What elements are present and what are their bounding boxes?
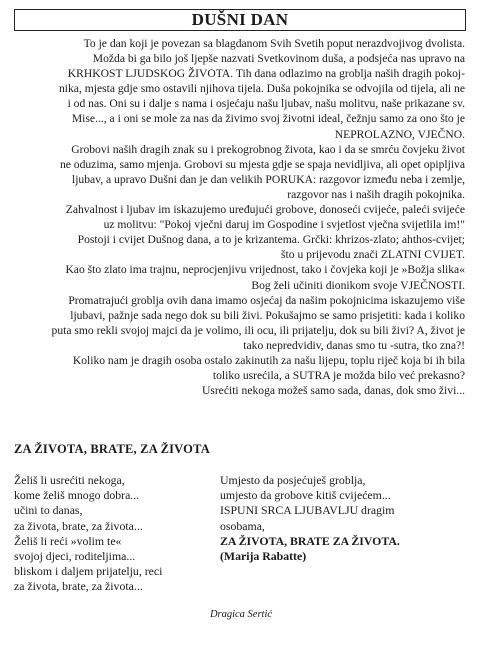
article-line: nika, mjesta gdje smo ostavili njihova tijela. Duša pokojnika se odvojila od tijela, ali ne (58, 82, 465, 96)
poem-line: Umjesto da posjećuješ groblja, (220, 473, 366, 487)
poem-refrain: ZA ŽIVOTA, BRATE ZA ŽIVOTA. (220, 533, 400, 548)
poem-right-column (220, 473, 470, 564)
author-signature: Dragica Sertić (209, 609, 273, 620)
article-line: NEPROLAZNO, VJEČNO. (334, 127, 465, 141)
page-title: DUŠNI DAN (14, 9, 466, 31)
poem-line: Želiš li usrećiti nekoga, (14, 473, 125, 487)
article-line: Usrećiti nekoga možeš samo sada, danas, dok smo živi... (201, 384, 465, 398)
article-line: tako nepredvidiv, danas smo tu -sutra, tko zna?! (243, 338, 465, 352)
article-line: uz molitvu: "Pokoj vječni daruj im Gospodine i svjetlost vječna svijetlila im!" (103, 218, 465, 232)
article-line: To je dan koji je povezan sa blagdanom Svih Svetih poput nerazdvojivog dvolista. (83, 37, 465, 50)
article-line: Kao što zlato ima trajnu, neprocjenjivu vrijednost, tako i čovjeka koji je »Božja slika« (65, 263, 465, 277)
article-line: Grobovi naših dragih znak su i prekogrobnog života, kao i da se smrću čovjeku život (71, 142, 465, 156)
article-line: puta smo rekli svojoj majci da je volimo, ili ocu, ili prijatelju, dok su bili živi? A, život je (51, 323, 465, 337)
poem-line: kome želiš mnogo dobra... (14, 488, 140, 503)
poem-line: svojoj djeci, roditeljima... (14, 549, 136, 564)
article-line: KRHKOST LJUDSKOG ŽIVOTA. Tih dana odlazimo na groblja naših dragih pokoj- (67, 67, 465, 81)
poem-line: osobama, (220, 518, 265, 533)
poem-line: bliskom i daljem prijatelju, reci (14, 564, 163, 579)
poem-title: ZA ŽIVOTA, BRATE, ZA ŽIVOTA (14, 442, 210, 456)
poem-line: učini to danas, (14, 503, 83, 518)
article-line: Koliko nam je dragih osoba ostalo zakinutih za našu lijepu, toplu riječ koja bi ih bila (72, 353, 465, 367)
article-line: ljubav, a upravo Dušni dan je dan velikih PORUKA: razgovor između neba i zemlje, (71, 172, 465, 186)
article-line: Promatrajući groblja ovih dana imamo osjećaj da našim pokojnicima iskazujemo više (68, 293, 465, 307)
article-line: Postoji i cvijet Dušnog dana, a to je krizantema. Grčki: khrizos-zlato; ahthos-cvijet; (77, 233, 465, 247)
article-line: što u prijevodu znači ZLATNI CVIJET. (281, 248, 465, 262)
poem-line: za života, brate, za života... (14, 579, 143, 594)
article-line: toliko usrećila, a SUTRA je možda bilo već prekasno? (212, 369, 465, 383)
article-line: ljubavi, pažnje sada nego dok su bili živi. Pokušajmo se samo prisjetiti: kada i koliko (70, 308, 465, 322)
article-body (14, 36, 465, 398)
article-line: Mise..., a i oni se mole za nas da živimo svoj životni ideal, čežnju samo za ono što je (71, 112, 465, 126)
article-line: Bog želi učiniti dionikom svoje VJEČNOSTI. (251, 278, 465, 292)
article-line: i od nas. Oni su i dalje s nama i osjećaju našu ljubav, našu molitvu, naše prikazane sv. (67, 97, 465, 111)
poem-line: umjesto da grobove kitiš cvijećem... (220, 488, 391, 503)
article-line: Zahvalnost i ljubav im iskazujemo uređujući grobove, donoseći cvijeće, paleći svijeće (65, 203, 465, 217)
poem-line: Želiš li reći »volim te« (14, 533, 122, 548)
poem-line: ISPUNI SRCA LJUBAVLJU dragim (220, 503, 395, 518)
article-line: ne oduzima, samo mjenja. Grobovi su mjesta gdje se spaja nevidljiva, ali opet opipljiva (59, 157, 465, 171)
article-line: Možda bi ga bilo još ljepše nazvati Svetkovinom duša, a podsjeća nas upravo na (92, 52, 465, 66)
article-line: razgovor nas i naših dragih pokojnika. (287, 187, 465, 201)
poem-left-column (14, 473, 204, 595)
poem-line: za života, brate, za života... (14, 518, 143, 533)
poem-author: (Marija Rabatte) (220, 549, 307, 564)
